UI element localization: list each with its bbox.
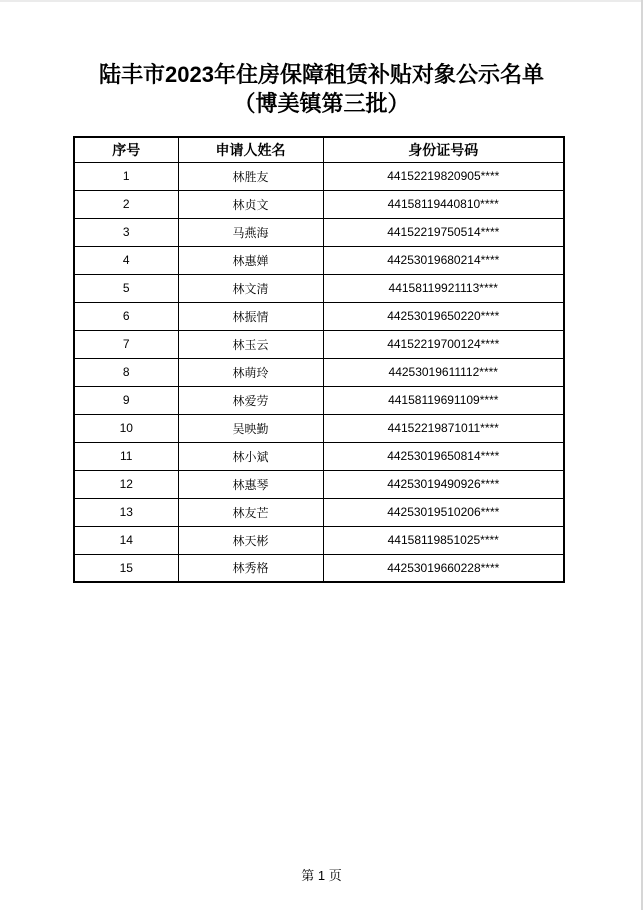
row-number-cell: 4	[74, 246, 178, 274]
id-number-cell: 44253019510206****	[323, 498, 564, 526]
id-number-cell: 44253019660228****	[323, 554, 564, 582]
row-number-cell: 3	[74, 218, 178, 246]
page-number-footer: 第 1 页	[301, 868, 342, 883]
id-number-cell: 44253019650220****	[323, 302, 564, 330]
table-row	[74, 358, 564, 386]
applicant-name-cell: 林振情	[178, 302, 323, 330]
header-cell-serial: 序号	[74, 137, 178, 162]
table-row	[74, 246, 564, 274]
row-number-cell: 11	[74, 442, 178, 470]
row-number-cell: 15	[74, 554, 178, 582]
id-number-cell: 44158119440810****	[323, 190, 564, 218]
applicant-name-cell: 林友芒	[178, 498, 323, 526]
row-number-cell: 10	[74, 414, 178, 442]
applicant-name-cell: 吴映勤	[178, 414, 323, 442]
id-number-cell: 44253019490926****	[323, 470, 564, 498]
header-cell-id-number: 身份证号码	[323, 137, 564, 162]
document-title-line1: 陆丰市2023年住房保障租赁补贴对象公示名单	[99, 62, 544, 87]
id-number-cell: 44152219820905****	[323, 162, 564, 190]
applicant-table	[73, 136, 565, 583]
row-number-cell: 6	[74, 302, 178, 330]
id-number-cell: 44253019650814****	[323, 442, 564, 470]
applicant-name-cell: 林惠琴	[178, 470, 323, 498]
id-number-cell: 44253019680214****	[323, 246, 564, 274]
table-row	[74, 442, 564, 470]
id-number-cell: 44158119921113****	[323, 274, 564, 302]
applicant-name-cell: 林文清	[178, 274, 323, 302]
table-row	[74, 162, 564, 190]
id-number-cell: 44152219871011****	[323, 414, 564, 442]
document-title	[0, 60, 643, 118]
row-number-cell: 9	[74, 386, 178, 414]
id-number-cell: 44253019611112****	[323, 358, 564, 386]
applicant-name-cell: 马燕海	[178, 218, 323, 246]
table-body	[74, 162, 564, 582]
table-row	[74, 190, 564, 218]
table-row	[74, 218, 564, 246]
table-header-row	[74, 137, 564, 162]
row-number-cell: 12	[74, 470, 178, 498]
table-row	[74, 330, 564, 358]
id-number-cell: 44158119691109****	[323, 386, 564, 414]
id-number-cell: 44152219700124****	[323, 330, 564, 358]
id-number-cell: 44152219750514****	[323, 218, 564, 246]
table-row	[74, 302, 564, 330]
row-number-cell: 8	[74, 358, 178, 386]
table-row	[74, 470, 564, 498]
applicant-name-cell: 林小斌	[178, 442, 323, 470]
applicant-name-cell: 林秀格	[178, 554, 323, 582]
header-cell-applicant-name: 申请人姓名	[178, 137, 323, 162]
applicant-name-cell: 林惠婵	[178, 246, 323, 274]
page-top-edge	[0, 0, 643, 2]
table-row	[74, 386, 564, 414]
document-title-line2: （博美镇第三批）	[233, 91, 410, 116]
table-row	[74, 274, 564, 302]
applicant-name-cell: 林爱劳	[178, 386, 323, 414]
row-number-cell: 7	[74, 330, 178, 358]
applicant-name-cell: 林胜友	[178, 162, 323, 190]
row-number-cell: 13	[74, 498, 178, 526]
row-number-cell: 1	[74, 162, 178, 190]
table-row	[74, 526, 564, 554]
applicant-name-cell: 林贞文	[178, 190, 323, 218]
row-number-cell: 2	[74, 190, 178, 218]
row-number-cell: 5	[74, 274, 178, 302]
table-row	[74, 554, 564, 582]
table-row	[74, 414, 564, 442]
id-number-cell: 44158119851025****	[323, 526, 564, 554]
row-number-cell: 14	[74, 526, 178, 554]
applicant-name-cell: 林玉云	[178, 330, 323, 358]
table-row	[74, 498, 564, 526]
applicant-name-cell: 林天彬	[178, 526, 323, 554]
applicant-name-cell: 林萌玲	[178, 358, 323, 386]
